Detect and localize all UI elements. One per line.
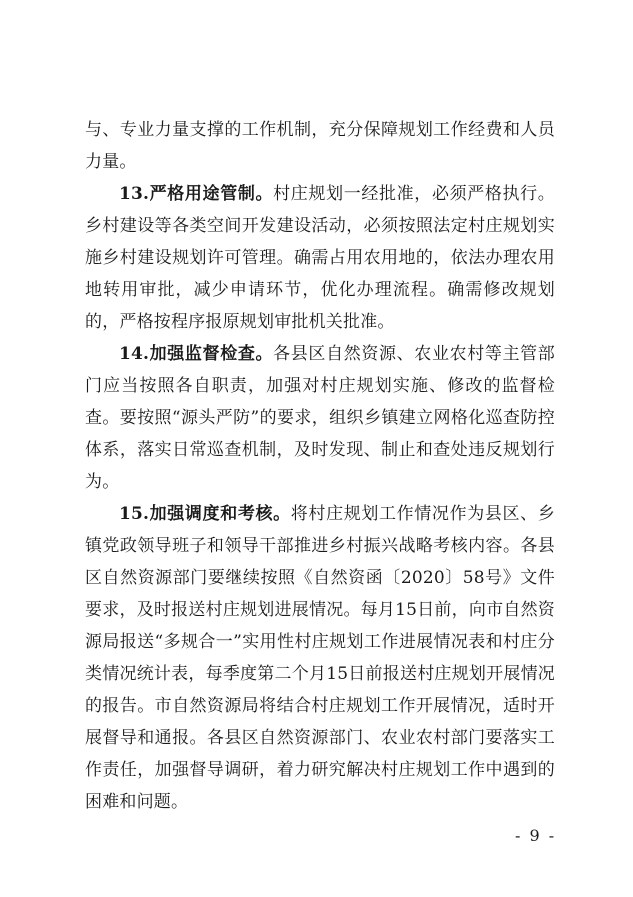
paragraph-section-13 xyxy=(85,178,555,338)
section-heading-14: 14.加强监督检查。 xyxy=(119,344,274,364)
paragraph-text: 村庄规划一经批准，必须严格执行。乡村建设等各类空间开发建设活动，必须按照法定村庄规划实施乡村建设规划许可管理。确需占用农用地的，依法办理农用地转用审批，减少申请环节，优化办理流程。确需修改规划的，严格按程序报原规划审批机关批准。 xyxy=(85,184,556,332)
paragraph-continuation xyxy=(85,114,555,178)
paragraph-section-14 xyxy=(85,338,555,498)
paragraph-text: 与、专业力量支撑的工作机制，充分保障规划工作经费和人员力量。 xyxy=(85,120,555,172)
section-heading-15: 15.加强调度和考核。 xyxy=(119,504,291,524)
document-body xyxy=(85,114,555,818)
paragraph-section-15 xyxy=(85,498,555,818)
page-number: - 9 - xyxy=(515,826,557,845)
paragraph-text: 各县区自然资源、农业农村等主管部门应当按照各自职责，加强对村庄规划实施、修改的监督检查。要按照“源头严防”的要求，组织乡镇建立网格化巡查防控体系，落实日常巡查机制，及时发现、制止和查处违反规划行为。 xyxy=(85,344,556,492)
section-heading-13: 13.严格用途管制。 xyxy=(119,184,274,204)
paragraph-text: 将村庄规划工作情况作为县区、乡镇党政领导班子和领导干部推进乡村振兴战略考核内容。各县区自然资源部门要继续按照《自然资函〔2020〕58号》文件要求，及时报送村庄规划进展情况。每月15日前，向市自然资源局报送“多规合一”实用性村庄规划工作进展情况表和村庄分类情况统计表，每季度第二个月15日前报送村庄规划开展情况的报告。市自然资源局将结合村庄规划工作开展情况，适时开展督导和通报。各县区自然资源部门、农业农村部门要落实工作责任，加强督导调研，着力研究解决村庄规划工作中遇到的困难和问题。 xyxy=(85,504,556,812)
